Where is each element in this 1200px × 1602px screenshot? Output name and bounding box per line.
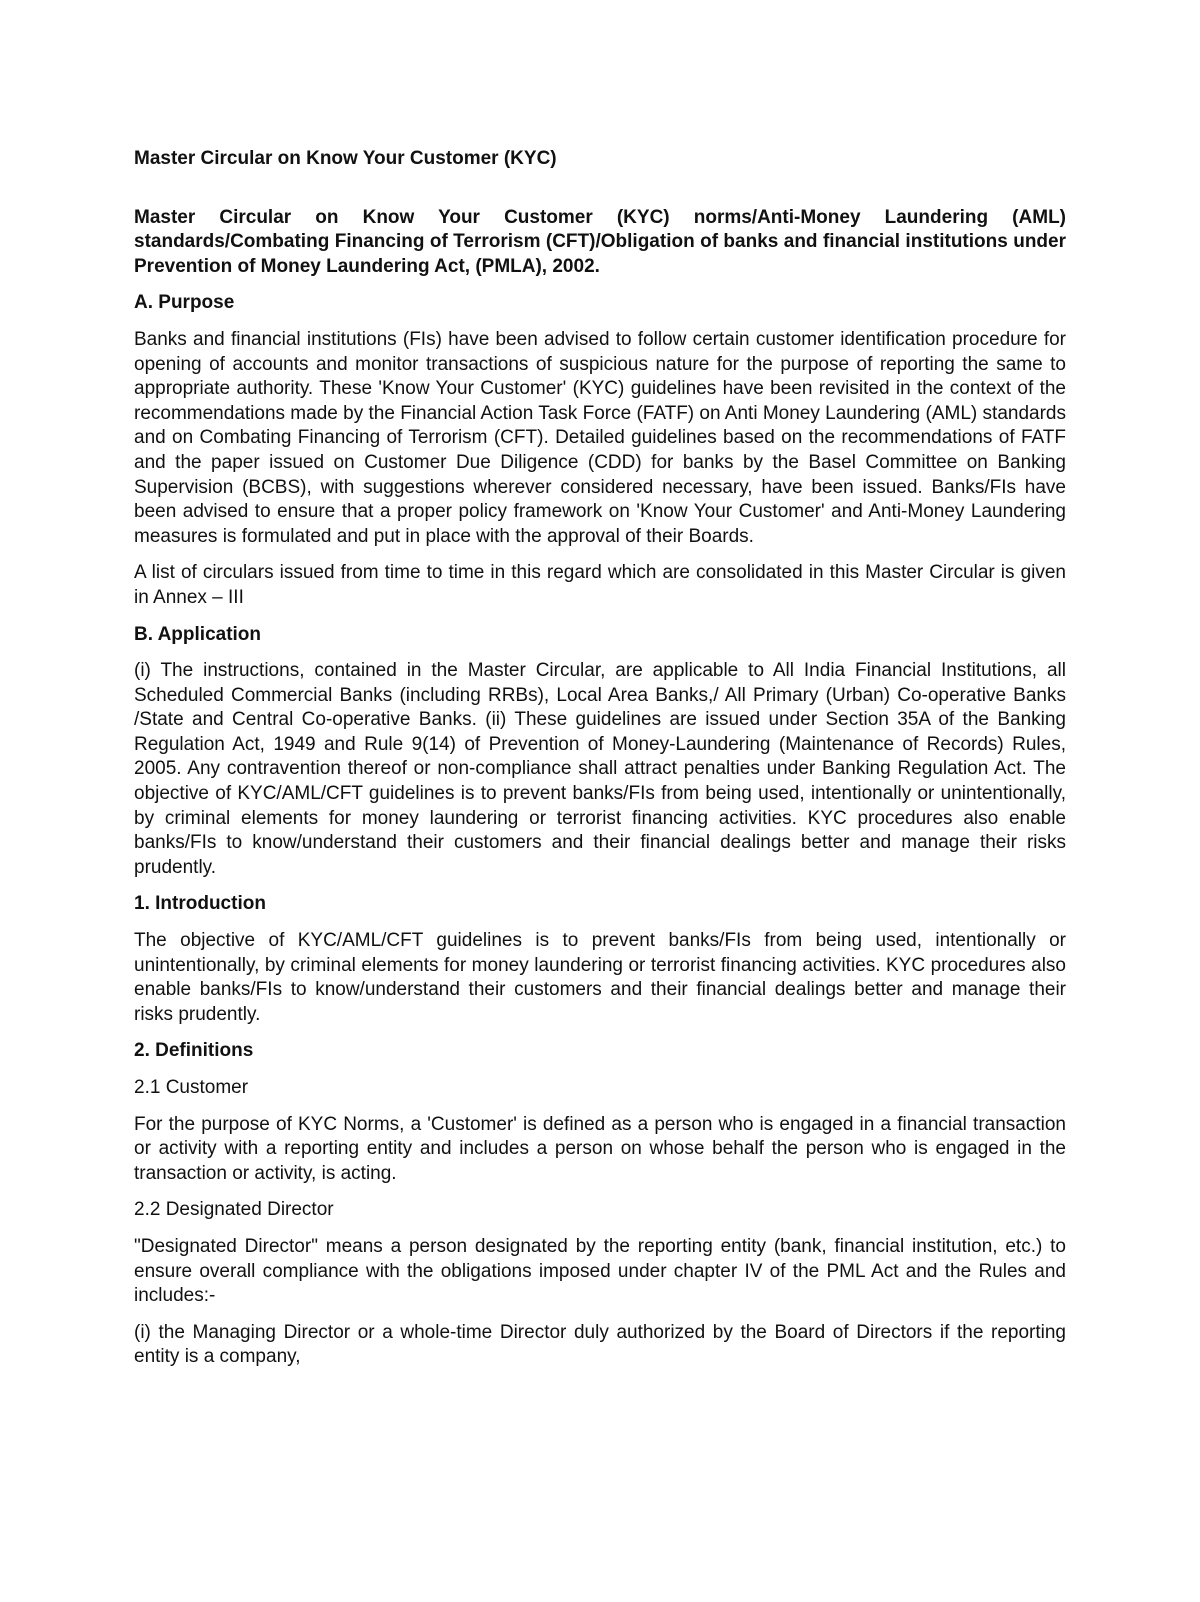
designated-director-paragraph: "Designated Director" means a person designated by the reporting entity (bank, financial institution, etc.) to ensure overall compliance with the obligations imposed under chapter IV of the PML Act and the Rules and includes:- xyxy=(134,1235,1066,1307)
subheading-customer: 2.1 Customer xyxy=(134,1077,249,1098)
customer-definition-paragraph: For the purpose of KYC Norms, a 'Customer' is defined as a person who is engaged in a financial transaction or activity with a reporting entity and includes a person on whose behalf the person who is engaged in the transaction or activity, is acting. xyxy=(134,1113,1066,1184)
section-heading-application: B. Application xyxy=(134,623,262,645)
designated-director-clause-i: (i) the Managing Director or a whole-time Director duly authorized by the Board of Directors if the reporting entity is a company, xyxy=(134,1321,1066,1368)
document-subtitle: Master Circular on Know Your Customer (KYC) norms/Anti-Money Laundering (AML) standards/Combating Financing of Terrorism (CFT)/Obligation of banks and financial institutions under Prevention of Money Laundering Act, (PMLA), 2002. xyxy=(134,206,1066,277)
section-heading-definitions: 2. Definitions xyxy=(134,1040,254,1062)
subheading-designated-director: 2.2 Designated Director xyxy=(134,1199,334,1221)
introduction-paragraph: The objective of KYC/AML/CFT guidelines is to prevent banks/FIs from being used, intentionally or unintentionally, by criminal elements for money laundering or terrorist financing activities. KYC procedures also enable banks/FIs to know/understand their customers and their financial dealings better and manage their risks prudently. xyxy=(134,930,1066,1025)
document-body xyxy=(134,147,1066,1382)
application-paragraph: (i) The instructions, contained in the Master Circular, are applicable to All India Financial Institutions, all Scheduled Commercial Banks (including RRBs), Local Area Banks,/ All Primary (Urban) Co-operative Banks /State and Central Co-operative Banks. (ii) These guidelines are issued under Section 35A of the Banking Regulation Act, 1949 and Rule 9(14) of Prevention of Money-Laundering (Maintenance of Records) Rules, 2005. Any contravention thereof or non-compliance shall attract penalties under Banking Regulation Act. The objective of KYC/AML/CFT guidelines is to prevent banks/FIs from being used, intentionally or unintentionally, by criminal elements for money laundering or terrorist financing activities. KYC procedures also enable banks/FIs to know/understand their customers and their financial dealings better and manage their risks prudently. xyxy=(134,660,1066,878)
purpose-paragraph: Banks and financial institutions (FIs) have been advised to follow certain customer identification procedure for opening of accounts and monitor transactions of suspicious nature for the purpose of reporting the same to appropriate authority. These 'Know Your Customer' (KYC) guidelines have been revisited in the context of the recommendations made by the Financial Action Task Force (FATF) on Anti Money Laundering (AML) standards and on Combating Financing of Terrorism (CFT). Detailed guidelines based on the recommendations of FATF and the paper issued on Customer Due Diligence (CDD) for banks by the Basel Committee on Banking Supervision (BCBS), with suggestions wherever considered necessary, have been issued. Banks/FIs have been advised to ensure that a proper policy framework on 'Know Your Customer' and Anti-Money Laundering measures is formulated and put in place with the approval of their Boards. xyxy=(134,328,1066,547)
document-title: Master Circular on Know Your Customer (KYC) xyxy=(134,148,557,169)
purpose-annex-paragraph: A list of circulars issued from time to time in this regard which are consolidated in this Master Circular is given in Annex – III xyxy=(134,562,1066,608)
section-heading-purpose: A. Purpose xyxy=(134,292,235,314)
section-heading-introduction: 1. Introduction xyxy=(134,893,266,915)
